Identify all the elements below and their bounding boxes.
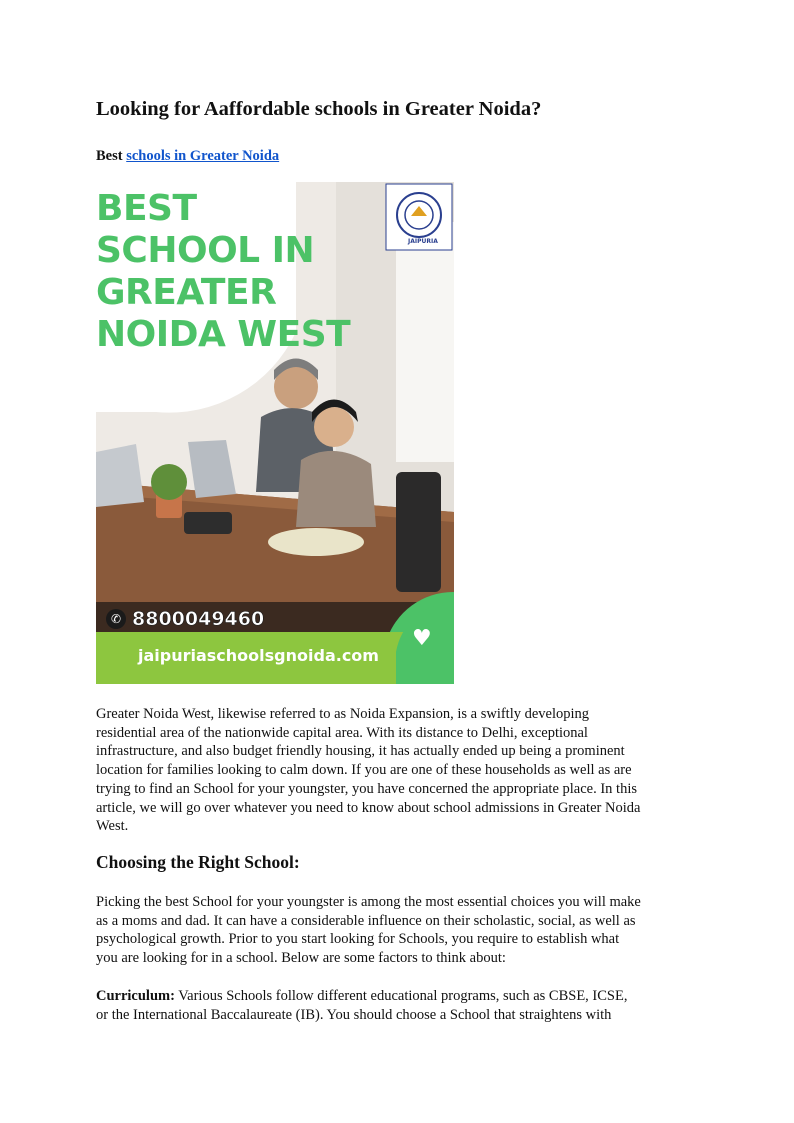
schools-link[interactable]: schools in Greater Noida <box>126 148 280 164</box>
heart-icon: ♥ <box>412 626 432 651</box>
intro-line: article, we will go over whatever you need to know about school admissions in Greater Noida <box>96 799 641 816</box>
intro-line: West. <box>96 818 129 835</box>
section-line: Picking the best School for your youngster is among the most essential choices you will make <box>96 894 641 910</box>
curriculum-text: Various Schools follow different educational programs, such as CBSE, ICSE, <box>174 988 628 1004</box>
section-title: Choosing the Right School: <box>96 852 300 872</box>
section-paragraph <box>96 893 706 968</box>
phone-row <box>106 608 264 630</box>
intro-line: location for families looking to calm down. If you are one of these households as well as are <box>96 762 632 779</box>
subheading <box>96 148 279 165</box>
section-line: psychological growth. Prior to you start looking for Schools, you require to establish what <box>96 931 620 948</box>
curriculum-line <box>96 987 706 1006</box>
intro-line: residential area of the nationwide capital area. With its distance to Delhi, exceptional <box>96 724 588 741</box>
phone-number: 8800049460 <box>132 608 265 630</box>
headline-line-3: GREATER <box>96 272 277 313</box>
section-line: as a moms and dad. It can have a considerable influence on their scholastic, social, as well as <box>96 912 636 929</box>
school-banner-image <box>96 182 454 684</box>
curriculum-line: or the International Baccalaureate (IB). You should choose a School that straightens with <box>96 1006 612 1023</box>
headline-line-2: SCHOOL IN <box>96 230 315 271</box>
intro-line: Greater Noida West, likewise referred to as Noida Expansion, is a swiftly developing <box>96 706 590 722</box>
headline-line-4: NOIDA WEST <box>96 314 351 355</box>
intro-line: infrastructure, and also budget friendly housing, it has actually ended up being a prominent <box>96 743 625 760</box>
website-text: jaipuriaschoolsgnoida.com <box>138 646 379 665</box>
intro-line: trying to find an School for your youngster, you have concerned the appropriate place. In this <box>96 780 637 797</box>
page-title: Looking for Aaffordable schools in Greater Noida? <box>96 98 542 120</box>
curriculum-label: Curriculum: <box>96 988 175 1004</box>
section-line: you are looking for in a school. Below are some factors to think about: <box>96 950 506 967</box>
subheading-prefix: Best <box>96 148 123 164</box>
intro-paragraph <box>96 705 706 836</box>
logo-text: JAIPURIA <box>408 238 438 245</box>
phone-icon: ✆ <box>106 609 126 629</box>
curriculum-paragraph <box>96 987 706 1024</box>
banner-headline <box>96 188 350 356</box>
headline-line-1: BEST <box>96 188 197 229</box>
